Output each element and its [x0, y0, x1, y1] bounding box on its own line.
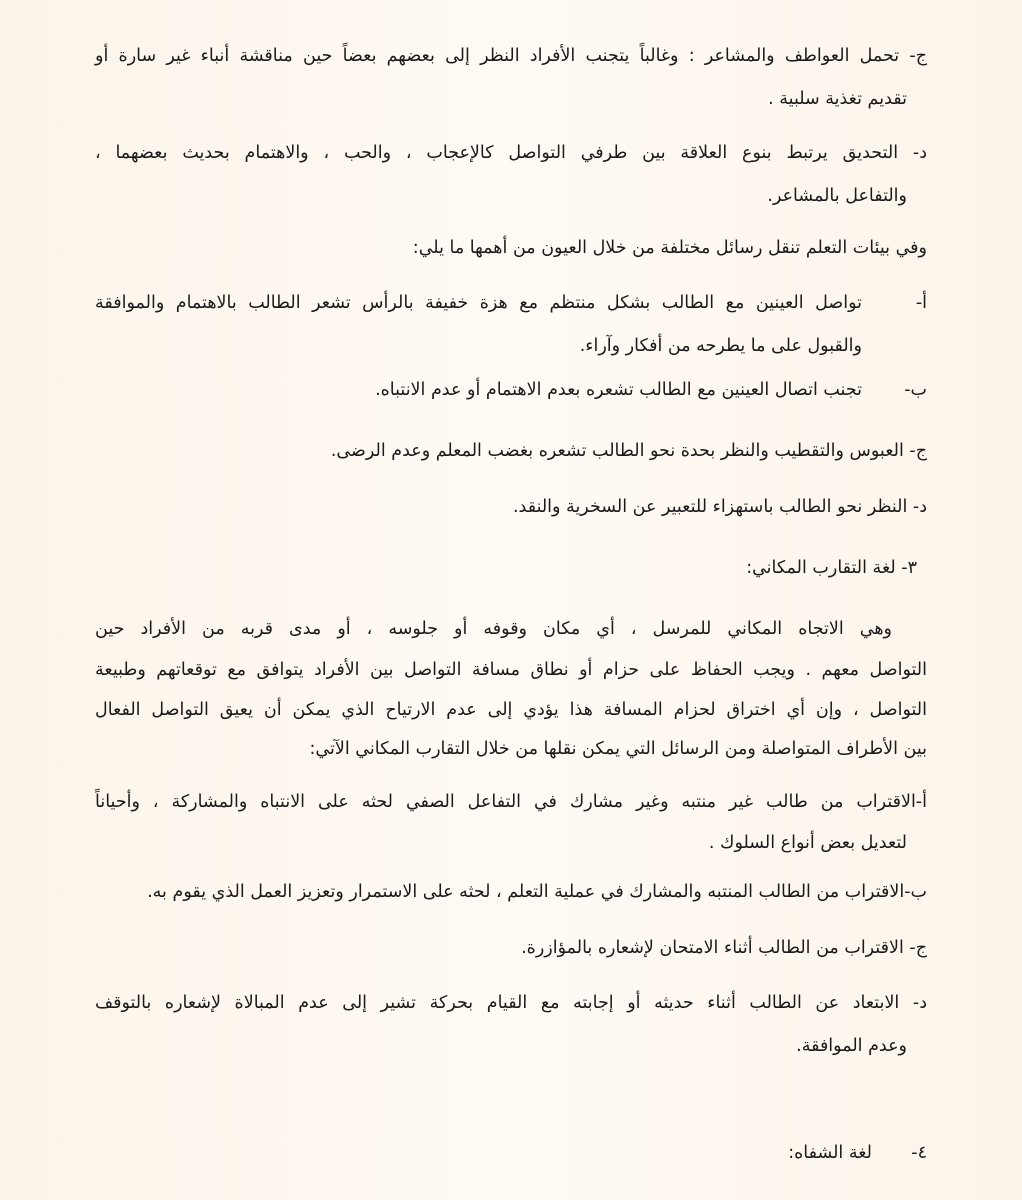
eyes-item-c: ج- العبوس والتقطيب والنظر بحدة نحو الطالب تشعره بغضب المعلم وعدم الرضى. — [330, 441, 927, 461]
eyes-item-a-marker: أ- — [915, 293, 927, 313]
proximity-paragraph-line-1: وهي الاتجاه المكاني للمرسل ، أي مكان وقوفه أو جلوسه ، أو مدى قربه من الأفراد حين — [95, 619, 892, 639]
staring-line-1: د- التحديق يرتبط بنوع العلاقة بين طرفي التواصل كالإعجاب ، والحب ، والاهتمام بحديث بعضهما ، — [95, 143, 927, 163]
eyes-item-a-line-1: تواصل العينين مع الطالب بشكل منتظم مع هزة خفيفة بالرأس تشعر الطالب بالاهتمام والموافقة — [95, 293, 862, 313]
lips-heading-number: ٤- — [911, 1143, 927, 1163]
proximity-paragraph-line-2: التواصل معهم . ويجب الحفاظ على حزام أو نطاق مسافة التواصل بين الأفراد يتوافق مع توقعاتهم وطبيعة — [95, 660, 927, 680]
lips-heading-title: لغة الشفاه: — [788, 1143, 872, 1163]
proximity-heading: ٣- لغة التقارب المكاني: — [746, 558, 917, 578]
proximity-item-a-line-1: أ-الاقتراب من طالب غير منتبه وغير مشارك في التفاعل الصفي لحثه على الانتباه والمشاركة ، وأحياناً — [95, 792, 927, 812]
eyes-item-b-line-1: تجنب اتصال العينين مع الطالب تشعره بعدم الاهتمام أو عدم الانتباه. — [375, 380, 862, 400]
eyes-item-b-marker: ب- — [904, 380, 927, 400]
proximity-item-a-line-2: لتعديل بعض أنواع السلوك . — [708, 833, 907, 853]
proximity-item-d-line-2: وعدم الموافقة. — [796, 1036, 907, 1056]
staring-line-2: والتفاعل بالمشاعر. — [767, 186, 907, 206]
eyes-item-d: د- النظر نحو الطالب باستهزاء للتعبير عن السخرية والنقد. — [512, 497, 927, 517]
proximity-item-d-line-1: د- الابتعاد عن الطالب أثناء حديثه أو إجابته مع القيام بحركة تشير إلى عدم المبالاة لإشعاره بالتوقف — [95, 993, 927, 1013]
proximity-paragraph-line-4: بين الأطراف المتواصلة ومن الرسائل التي يمكن نقلها من خلال التقارب المكاني الآتي: — [309, 739, 927, 759]
emotions-line-1: ج- تحمل العواطف والمشاعر : وغالباً يتجنب الأفراد النظر إلى بعضهم بعضاً حين مناقشة أنباء غير سارة أو — [95, 46, 927, 66]
proximity-item-c: ج- الاقتراب من الطالب أثناء الامتحان لإشعاره بالمؤازرة. — [521, 938, 927, 958]
proximity-item-b: ب-الاقتراب من الطالب المنتبه والمشارك في عملية التعلم ، لحثه على الاستمرار وتعزيز العمل الذي يقوم به. — [147, 882, 927, 902]
eyes-item-a-line-2: والقبول على ما يطرحه من أفكار وآراء. — [579, 336, 862, 356]
eyes-intro: وفي بيئات التعلم تنقل رسائل مختلفة من خلال العيون من أهمها ما يلي: — [412, 238, 927, 258]
emotions-line-2: تقديم تغذية سلبية . — [768, 89, 907, 109]
proximity-paragraph-line-3: التواصل ، وإن أي اختراق لحزام المسافة هذا يؤدي إلى عدم الارتياح الذي يمكن أن يعيق التواصل الفعال — [95, 700, 927, 720]
